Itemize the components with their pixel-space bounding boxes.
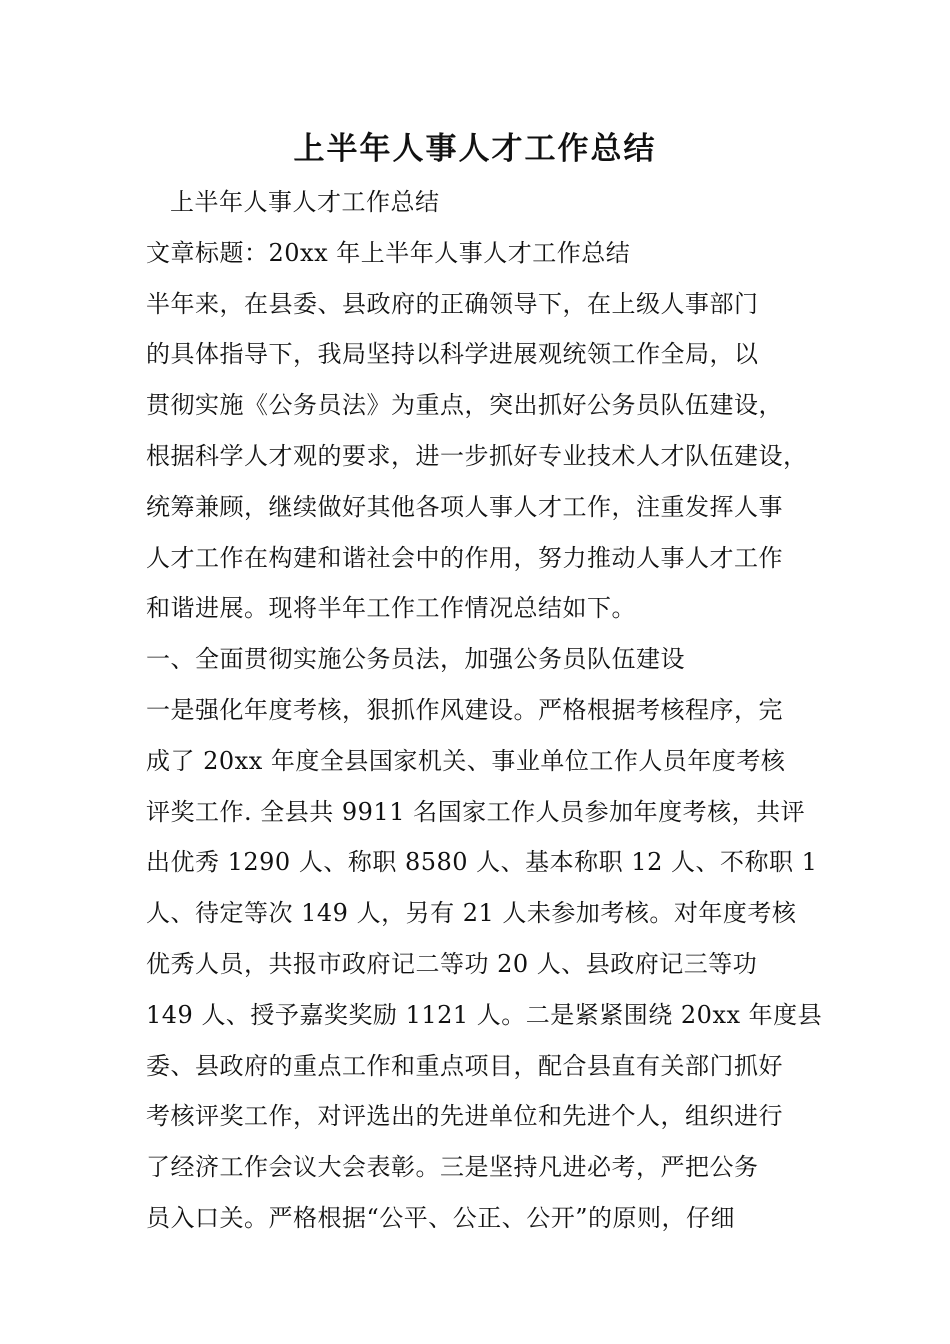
document-body — [146, 177, 826, 1244]
paragraph-line: 的具体指导下，我局坚持以科学进展观统领工作全局，以 — [146, 340, 759, 369]
paragraph-line: 贯彻实施《公务员法》为重点，突出抓好公务员队伍建设， — [146, 391, 783, 420]
paragraph-line: 人才工作在构建和谐社会中的作用，努力推动人事人才工作 — [146, 543, 783, 572]
paragraph-line: 委、县政府的重点工作和重点项目，配合县直有关部门抓好 — [146, 1051, 783, 1080]
paragraph-line: 人、待定等次 149 人，另有 21 人未参加考核。对年度考核 — [146, 899, 797, 928]
section-heading: 一、全面贯彻实施公务员法，加强公务员队伍建设 — [146, 645, 685, 674]
paragraph-line: 根据科学人才观的要求，进一步抓好专业技术人才队伍建设， — [146, 441, 808, 470]
paragraph-line: 一是强化年度考核，狠抓作风建设。严格根据考核程序，完 — [146, 695, 783, 724]
article-title-line: 文章标题：20xx 年上半年人事人才工作总结 — [146, 238, 631, 267]
paragraph-line: 员入口关。严格根据“公平、公正、公开”的原则，仔细 — [146, 1203, 736, 1232]
paragraph-line: 半年来，在县委、县政府的正确领导下，在上级人事部门 — [146, 289, 759, 318]
paragraph-line: 和谐进展。现将半年工作工作情况总结如下。 — [146, 594, 636, 623]
document-title: 上半年人事人才工作总结 — [293, 131, 657, 167]
paragraph-line: 149 人、授予嘉奖奖励 1121 人。二是紧紧围绕 20xx 年度县 — [146, 1000, 823, 1029]
paragraph-line: 了经济工作会议大会表彰。三是坚持凡进必考，严把公务 — [146, 1153, 759, 1182]
paragraph-line: 成了 20xx 年度全县国家机关、事业单位工作人员年度考核 — [146, 746, 786, 775]
paragraph-line: 优秀人员，共报市政府记二等功 20 人、县政府记三等功 — [146, 949, 758, 978]
subtitle-line: 上半年人事人才工作总结 — [170, 188, 440, 216]
paragraph-line: 出优秀 1290 人、称职 8580 人、基本称职 12 人、不称职 1 — [146, 848, 818, 877]
paragraph-line: 评奖工作. 全县共 9911 名国家工作人员参加年度考核，共评 — [146, 797, 806, 826]
paragraph-line: 考核评奖工作，对评选出的先进单位和先进个人，组织进行 — [146, 1102, 783, 1131]
paragraph-line: 统筹兼顾，继续做好其他各项人事人才工作，注重发挥人事 — [146, 492, 783, 521]
